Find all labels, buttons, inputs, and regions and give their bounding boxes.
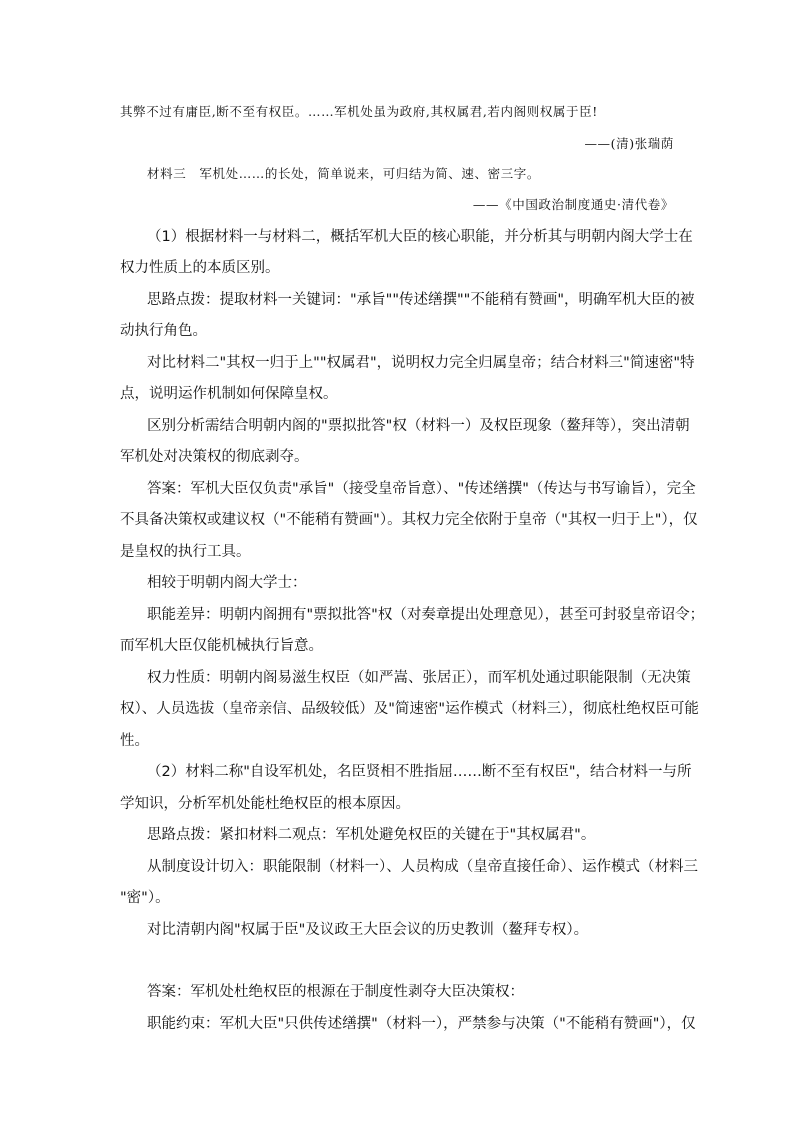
quote-attribution: ——(清)张瑞荫 [584,136,674,151]
answer-one-diff: 职能差异：明朝内阁拥有"票拟批答"权（对奏章提出处理意见），甚至可封驳皇帝诏令； [147,607,705,623]
answer-one-a-cont: 不具备决策权或建议权（"不能稍有赞画"）。其权力完全依附于皇帝（"其权一归于上"），仅 [120,512,698,528]
question-one: （1）根据材料一与材料二，概括军机大臣的核心职能，并分析其与明朝内阁大学士在 [147,229,693,245]
hint-one-c-cont: 军机处对决策权的彻底剥夺。 [120,449,309,465]
hint-two-b: 从制度设计切入：职能限制（材料一）、人员构成（皇帝直接任命）、运作模式（材料三 [147,859,698,875]
hint-one-c: 区别分析需结合明朝内阁的"票拟批答"权（材料一）及权臣现象（鳌拜等），突出清朝 [147,418,690,434]
answer-two: 答案：军机处杜绝权臣的根源在于制度性剥夺大臣决策权： [147,984,524,1000]
hint-two-b-cont: "密"）。 [120,890,170,906]
answer-one-diff-cont: 而军机大臣仅能机械执行旨意。 [120,638,323,654]
answer-one-a-cont2: 是皇权的执行工具。 [120,544,251,560]
answer-one-nature-cont: 权）、人员选拔（皇帝亲信、品级较低）及"简速密"运作模式（材料三），彻底杜绝权臣可能 [120,701,699,717]
answer-one-nature-cont2: 性。 [120,733,149,749]
hint-one-b-cont: 点，说明运作机制如何保障皇权。 [120,386,338,402]
answer-one-a: 答案：军机大臣仅负责"承旨"（接受皇帝旨意）、"传述缮撰"（传达与书写谕旨），完全 [147,481,696,497]
hint-one-a-cont: 动执行角色。 [120,323,207,339]
question-one-cont: 权力性质上的本质区别。 [120,260,280,276]
hint-one-a: 思路点拨：提取材料一关键词："承旨""传述缮撰""不能稍有赞画"，明确军机大臣的被 [147,292,695,308]
answer-one-compare: 相较于明朝内阁大学士： [147,575,307,591]
hint-two-a: 思路点拨：紧扣材料二观点：军机处避免权臣的关键在于"其权属君"。 [147,827,596,843]
material-three-source: ——《中国政治制度通史·清代卷》 [472,197,674,212]
question-two-cont: 学知识，分析军机处能杜绝权臣的根本原因。 [120,796,410,812]
hint-two-c: 对比清朝内阁"权属于臣"及议政王大臣会议的历史教训（鳌拜专权）。 [147,922,589,938]
material-three: 材料三 军机处……的长处，简单说来，可归结为简、速、密三字。 [147,166,541,181]
answer-two-constraint: 职能约束：军机大臣"只供传述缮撰"（材料一），严禁参与决策（"不能稍有赞画"），仅 [147,1016,696,1032]
hint-one-b: 对比材料二"其权一归于上""权属君"，说明权力完全归属皇帝；结合材料三"简速密"特 [147,355,695,371]
question-two: （2）材料二称"自设军机处，名臣贤相不胜指屈……断不至有权臣"，结合材料一与所 [147,764,692,780]
answer-one-nature: 权力性质：明朝内阁易滋生权臣（如严嵩、张居正），而军机处通过职能限制（无决策 [147,670,691,686]
quote-line: 其弊不过有庸臣,断不至有权臣。……军机处虽为政府,其权属君,若内阁则权属于臣! [120,104,598,119]
